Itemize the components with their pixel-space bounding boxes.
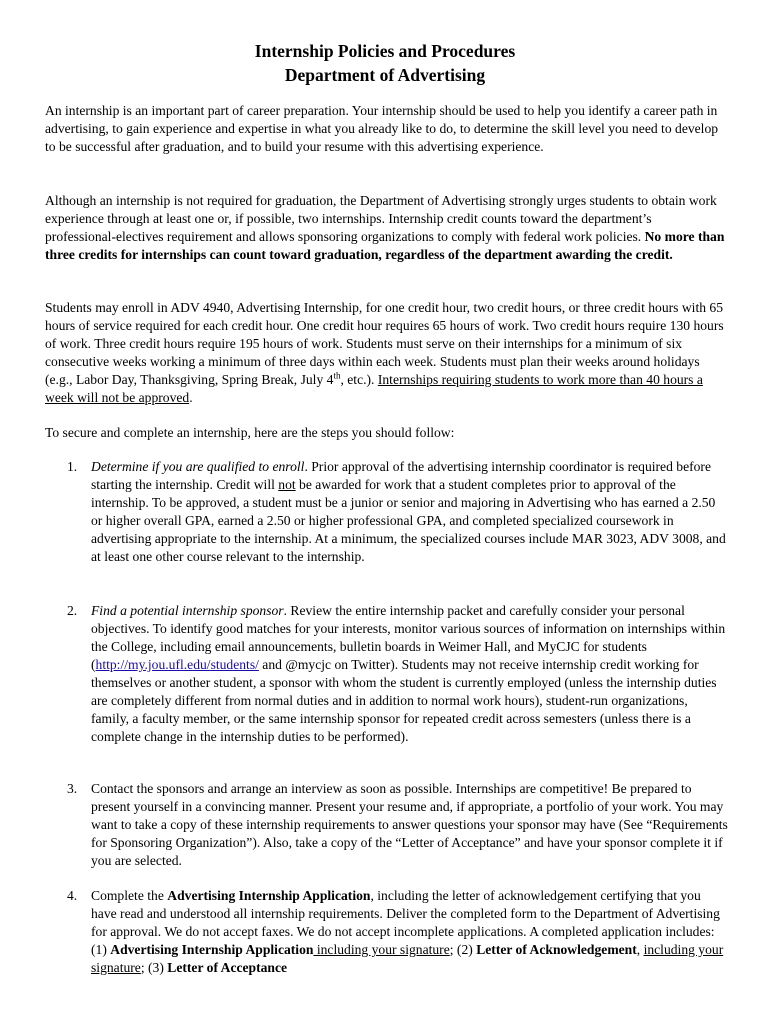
credit-policy-paragraph: [45, 192, 725, 264]
step-number: 3.: [67, 781, 78, 796]
page-title: Internship Policies and Procedures: [254, 41, 516, 61]
credit-policy-text: Although an internship is not required for graduation, the Department of Advertising strongly urges students to obtain work experience through at least one or, if possible, two internships. Internship credit counts toward the department’s professional-electives requirement and allows sponsoring organizations to comply with federal work policies.: [45, 193, 717, 244]
enrollment-text: Students may enroll in ADV 4940, Advertising Internship, for one credit hour, two credit hours, or three credit hours with 65 hours of service required for each credit hour. One credit hour requires 65 hours of work. Two credit hours require 130 hours of work. Three credit hours require 195 hours of work. Students must serve on their internships for a minimum of six consecutive weeks working a minimum of three days within each week. Students must plan their weeks around holidays (e.g., Labor Day, Thanksgiving, Spring Break, July 4: [45, 300, 724, 387]
step-number: 4.: [67, 888, 78, 903]
step-text: Complete the: [91, 888, 168, 903]
application-bold: Advertising Internship Application: [167, 888, 371, 903]
step-heading: Determine if you are qualified to enroll: [91, 459, 305, 474]
enrollment-paragraph: [45, 299, 725, 407]
step-text: . Prior approval of the advertising internship coordinator is required before starting the internship. Credit will: [91, 459, 711, 492]
acceptance-bold: Letter of Acceptance: [167, 960, 288, 975]
hours-limit-underline: Internships requiring students to work more than 40 hours a week will not be approved: [45, 372, 703, 405]
step-text: , including the letter of acknowledgement certifying that you have read and understood all internship requirements. Deliver the completed form to the Department of Advertising for approval. We do not accept faxes. We do not accept incomplete applications. A completed application includes: (1): [91, 888, 720, 957]
step-text: and @mycjc on Twitter). Students may not receive internship credit working for themselves or another student, a sponsor with whom the student is currently employed (unless the internship duties are completely different from normal duties and in addition to normal work hours), student-run organizations, family, a faculty member, or the same internship sponsor for repeated credit across semesters (unless there is a complete change in the internship duties to be performed).: [91, 657, 717, 744]
step-text: be awarded for work that a student completes prior to approval of the internship. To be approved, a student must be a junior or senior and majoring in Advertising who has earned a 2.50 or higher overall GPA, earned a 2.50 or higher professional GPA, and completed specialized coursework in advertising appropriate to the internship. At a minimum, the specialized courses include MAR 3023, ADV 3008, and at least one other course relevant to the internship.: [91, 477, 726, 564]
page-subtitle: Department of Advertising: [284, 65, 486, 85]
step-body: [91, 602, 729, 746]
signature-underline: including your signature: [91, 942, 724, 975]
step-underline: not: [278, 477, 296, 492]
step-body: [91, 887, 729, 977]
superscript-th: th: [333, 370, 341, 381]
credit-limit-bold: No more than three credits for internships can count toward graduation, regardless of the department awarding the credit.: [45, 229, 725, 262]
step-number: 1.: [67, 459, 78, 474]
step-number: 2.: [67, 603, 78, 618]
steps-intro: To secure and complete an internship, here are the steps you should follow:: [45, 425, 455, 440]
intro-paragraph: An internship is an important part of career preparation. Your internship should be used to help you identify a career path in advertising, to gain experience and expertise in what you already like to do, to determine the skill level you need to develop to be successful after graduation, and to build your resume with this advertising experience.: [45, 103, 719, 154]
step-text: ; (2): [449, 942, 477, 957]
signature-underline: including your signature: [313, 942, 450, 957]
step-heading: Find a potential internship sponsor: [91, 603, 284, 618]
step-text: ,: [636, 942, 644, 957]
acknowledgement-bold: Letter of Acknowledgement: [476, 942, 637, 957]
enrollment-tail: , etc.).: [340, 372, 375, 387]
step-body: [91, 458, 729, 566]
enrollment-end: .: [189, 390, 193, 405]
step-text: . Review the entire internship packet and carefully consider your personal objectives. To identify good matches for your interests, monitor various sources of information on internships within the College, including email announcements, bulletin boards in Weimer Hall, and MyCJC for students (: [91, 603, 726, 672]
step-body: Contact the sponsors and arrange an interview as soon as possible. Internships are competitive! Be prepared to present yourself in a convincing manner. Present your resume and, if appropriate, a portfolio of your work. You may want to take a copy of these internship requirements to answer questions your sponsor may have (See “Requirements for Sponsoring Organization”). Also, take a copy of the “Letter of Acceptance” and have your sponsor complete it if you are selected.: [91, 781, 728, 868]
students-link[interactable]: http://my.jou.ufl.edu/students/: [95, 657, 259, 672]
application-bold: Advertising Internship Application: [110, 942, 314, 957]
step-text: ; (3): [140, 960, 168, 975]
